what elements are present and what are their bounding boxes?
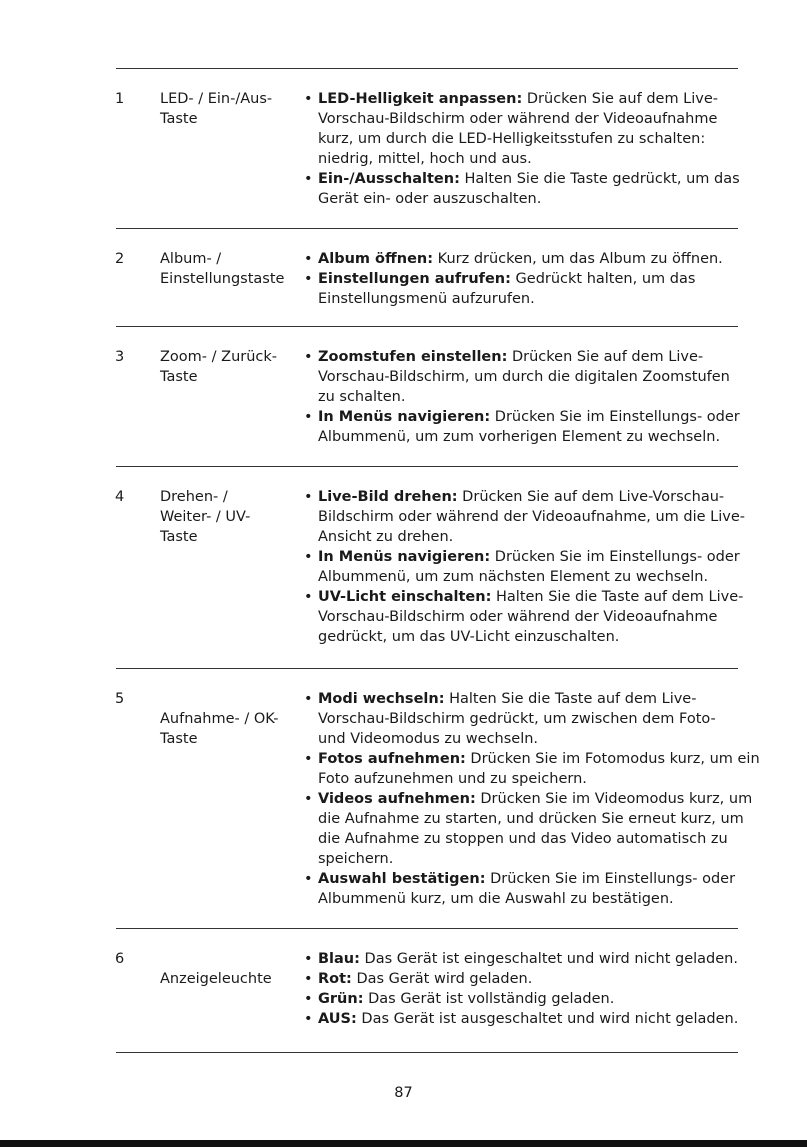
item-text: Vorschau-Bildschirm oder während der Videoaufnahme [318, 111, 718, 127]
list-item [318, 487, 748, 547]
item-term: Modi wechseln: [318, 691, 445, 707]
item-text: Das Gerät wird geladen. [351, 971, 533, 987]
button-name [160, 347, 290, 387]
item-text: Albummenü, um zum vorherigen Element zu wechseln. [318, 429, 721, 445]
button-name [160, 487, 290, 547]
item-text: kurz, um durch die LED-Helligkeitsstufen zu schalten: [318, 131, 706, 147]
item-text: Drücken Sie im Videomodus kurz, um [475, 791, 753, 807]
item-text: zu schalten. [318, 389, 406, 405]
button-name-line: Taste [160, 731, 198, 747]
item-text: Bildschirm oder während der Videoaufnahme, um die Live- [318, 509, 746, 525]
item-text: Drücken Sie im Einstellungs- oder [485, 871, 736, 887]
rule-bottom [116, 1052, 738, 1053]
list-item [318, 949, 748, 969]
item-text: Einstellungsmenü aufzurufen. [318, 291, 535, 307]
list-item [318, 407, 748, 447]
list-item [318, 989, 748, 1009]
item-text: die Aufnahme zu stoppen und das Video automatisch zu [318, 831, 728, 847]
item-text: Drücken Sie im Fotomodus kurz, um ein [465, 751, 760, 767]
item-text: Das Gerät ist vollständig geladen. [363, 991, 615, 1007]
item-text: Drücken Sie auf dem Live- [522, 91, 719, 107]
item-text: Halten Sie die Taste auf dem Live- [444, 691, 697, 707]
rule [116, 928, 738, 929]
row-number: 6 [115, 951, 125, 967]
item-text: Das Gerät ist eingeschaltet und wird nicht geladen. [359, 951, 738, 967]
button-name-line: Album- / [160, 251, 222, 267]
list-item [318, 749, 760, 789]
item-text: niedrig, mittel, hoch und aus. [318, 151, 532, 167]
row-number: 3 [115, 349, 125, 365]
item-term: In Menüs navigieren: [318, 549, 491, 565]
item-text: Albummenü kurz, um die Auswahl zu bestätigen. [318, 891, 674, 907]
item-term: Album öffnen: [318, 251, 434, 267]
list-item [318, 869, 748, 909]
function-list [318, 249, 748, 309]
item-term: LED-Helligkeit anpassen: [318, 91, 523, 107]
item-text: Gerät ein- oder auszuschalten. [318, 191, 542, 207]
item-term: Videos aufnehmen: [318, 791, 476, 807]
item-text: Vorschau-Bildschirm gedrückt, um zwischen dem Foto- [318, 711, 716, 727]
list-item [318, 689, 748, 749]
button-name-line: Drehen- / [160, 489, 228, 505]
button-name-line: Einstellungstaste [160, 271, 285, 287]
item-term: AUS: [318, 1011, 357, 1027]
row-number: 2 [115, 251, 125, 267]
button-name [160, 709, 290, 749]
item-term: UV-Licht einschalten: [318, 589, 492, 605]
function-list [318, 487, 748, 647]
item-text: die Aufnahme zu starten, und drücken Sie erneut kurz, um [318, 811, 744, 827]
button-name [160, 89, 290, 129]
button-name-line: Taste [160, 369, 198, 385]
item-text: Drücken Sie im Einstellungs- oder [490, 549, 740, 565]
button-name-line: Anzeigeleuchte [160, 971, 272, 987]
list-item [318, 1009, 748, 1029]
item-text: Albummenü, um zum nächsten Element zu wechseln. [318, 569, 709, 585]
page-bottom-edge [0, 1140, 807, 1147]
item-text: Das Gerät ist ausgeschaltet und wird nicht geladen. [356, 1011, 739, 1027]
item-text: Vorschau-Bildschirm, um durch die digitalen Zoomstufen [318, 369, 730, 385]
row-number: 4 [115, 489, 125, 505]
item-text: Drücken Sie auf dem Live- [507, 349, 704, 365]
list-item [318, 169, 748, 209]
item-text: Halten Sie die Taste auf dem Live- [491, 589, 744, 605]
item-term: Zoomstufen einstellen: [318, 349, 508, 365]
row-number: 1 [115, 91, 125, 107]
list-item [318, 587, 748, 647]
function-list [318, 347, 748, 447]
rule [116, 326, 738, 327]
list-item [318, 347, 748, 407]
button-name-line: Zoom- / Zurück- [160, 349, 278, 365]
page-number: 87 [394, 1085, 413, 1101]
item-term: Grün: [318, 991, 364, 1007]
item-text: Gedrückt halten, um das [510, 271, 696, 287]
item-text: Ansicht zu drehen. [318, 529, 454, 545]
item-term: In Menüs navigieren: [318, 409, 491, 425]
item-text: Kurz drücken, um das Album zu öffnen. [433, 251, 723, 267]
list-item [318, 969, 748, 989]
button-name-line: LED- / Ein-/Aus- [160, 91, 273, 107]
item-text: speichern. [318, 851, 394, 867]
function-list [318, 689, 760, 909]
item-term: Einstellungen aufrufen: [318, 271, 511, 287]
button-name-line: Taste [160, 529, 198, 545]
function-list [318, 949, 748, 1029]
item-term: Ein-/Ausschalten: [318, 171, 460, 187]
list-item [318, 547, 748, 587]
button-name [160, 249, 290, 289]
rule [116, 466, 738, 467]
item-text: Drücken Sie im Einstellungs- oder [490, 409, 740, 425]
list-item [318, 249, 748, 269]
button-name [160, 969, 290, 989]
item-text: Vorschau-Bildschirm oder während der Videoaufnahme [318, 609, 718, 625]
item-text: gedrückt, um das UV-Licht einzuschalten. [318, 629, 620, 645]
item-term: Rot: [318, 971, 352, 987]
button-name-line: Aufnahme- / OK- [160, 711, 279, 727]
item-text: Drücken Sie auf dem Live-Vorschau- [457, 489, 725, 505]
item-text: und Videomodus zu wechseln. [318, 731, 539, 747]
row-number: 5 [115, 691, 125, 707]
rule [116, 228, 738, 229]
button-name-line: Weiter- / UV- [160, 509, 251, 525]
item-term: Live-Bild drehen: [318, 489, 458, 505]
item-term: Blau: [318, 951, 360, 967]
item-text: Foto aufzunehmen und zu speichern. [318, 771, 587, 787]
item-text: Halten Sie die Taste gedrückt, um das [459, 171, 740, 187]
item-term: Auswahl bestätigen: [318, 871, 486, 887]
list-item [318, 789, 753, 869]
rule-top [116, 68, 738, 69]
rule [116, 668, 738, 669]
button-name-line: Taste [160, 111, 198, 127]
list-item [318, 269, 748, 309]
list-item [318, 89, 748, 169]
function-list [318, 89, 748, 209]
item-term: Fotos aufnehmen: [318, 751, 466, 767]
